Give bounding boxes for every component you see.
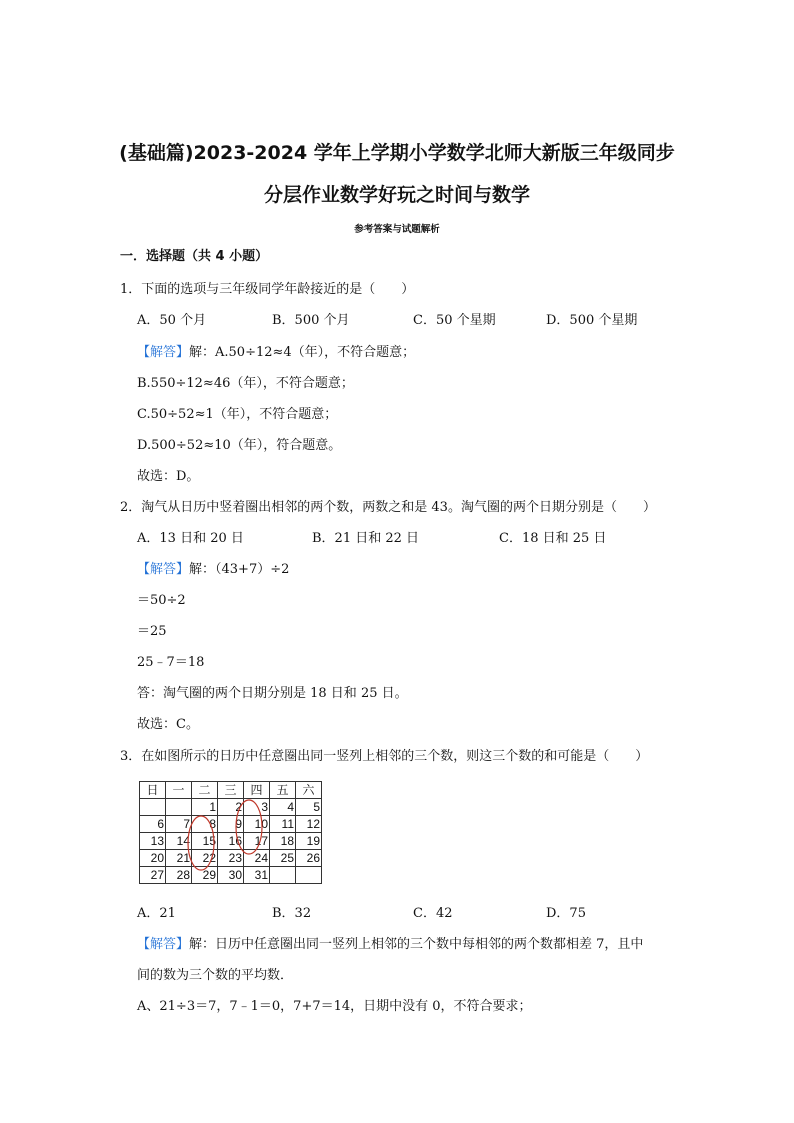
calendar-cell: 22 (192, 850, 218, 867)
calendar-cell: 23 (218, 850, 244, 867)
q3-answer-tag: 【解答】 (137, 937, 190, 952)
calendar-header-cell: 一 (166, 782, 192, 799)
calendar-cell: 27 (140, 867, 166, 884)
document-subtitle: 参考答案与试题解析 (354, 224, 440, 235)
document-title-line-2: 分层作业数学好玩之时间与数学 (263, 184, 530, 206)
calendar-cell (296, 867, 322, 884)
calendar-cell (166, 799, 192, 816)
calendar-cell: 30 (218, 867, 244, 884)
calendar-header-cell: 四 (244, 782, 270, 799)
q3-answer-text: 解：日历中任意圈出同一竖列上相邻的三个数中每相邻的两个数都相差 7，且中 (189, 937, 644, 952)
q3-answer-line-3: A、21÷3＝7，7﹣1＝0，7+7＝14，日期中没有 0，不符合要求； (137, 999, 532, 1014)
q2-answer-line-6: 故选：C。 (137, 717, 199, 732)
calendar-cell: 14 (166, 833, 192, 850)
calendar-cell: 17 (244, 833, 270, 850)
calendar-row (140, 850, 322, 867)
calendar-cell: 29 (192, 867, 218, 884)
calendar-row (140, 867, 322, 884)
q1-stem: 1．下面的选项与三年级同学年龄接近的是（ ） (120, 282, 415, 297)
q3-stem: 3．在如图所示的日历中任意圈出同一竖列上相邻的三个数，则这三个数的和可能是（ ） (120, 749, 649, 764)
q1-option-b: B．500 个月 (272, 313, 350, 328)
q2-answer-text: 解：（43+7）÷2 (189, 562, 290, 577)
calendar-cell: 24 (244, 850, 270, 867)
calendar-cell: 4 (270, 799, 296, 816)
calendar-header-cell: 二 (192, 782, 218, 799)
q3-option-d: D．75 (546, 906, 586, 921)
q3-answer-line-1 (137, 936, 643, 954)
calendar-cell: 25 (270, 850, 296, 867)
calendar-cell: 1 (192, 799, 218, 816)
calendar-cell: 3 (244, 799, 270, 816)
calendar-cell: 16 (218, 833, 244, 850)
document-title-line-1: (基础篇)2023-2024 学年上学期小学数学北师大新版三年级同步 (119, 142, 675, 164)
calendar-cell: 13 (140, 833, 166, 850)
calendar-cell: 11 (270, 816, 296, 833)
calendar-header-cell: 日 (140, 782, 166, 799)
q3-option-c: C．42 (413, 906, 453, 921)
calendar-header-row (140, 782, 322, 799)
calendar-header-cell: 三 (218, 782, 244, 799)
calendar-cell: 7 (166, 816, 192, 833)
calendar-cell: 2 (218, 799, 244, 816)
calendar-cell: 10 (244, 816, 270, 833)
calendar-row (140, 833, 322, 850)
q3-option-a: A．21 (137, 906, 176, 921)
calendar-cell: 28 (166, 867, 192, 884)
q2-answer-tag: 【解答】 (137, 562, 190, 577)
calendar-row (140, 799, 322, 816)
calendar-cell: 15 (192, 833, 218, 850)
q2-answer-line-3: ＝25 (137, 624, 167, 639)
q1-option-a: A．50 个月 (137, 313, 207, 328)
calendar-cell: 26 (296, 850, 322, 867)
q1-answer-line-4: D.500÷52≈10（年），符合题意。 (137, 438, 342, 453)
q2-option-a: A．13 日和 20 日 (137, 531, 244, 546)
calendar-cell: 18 (270, 833, 296, 850)
calendar-cell (140, 799, 166, 816)
calendar-header-cell: 六 (296, 782, 322, 799)
calendar-cell: 5 (296, 799, 322, 816)
q1-answer-line-2: B.550÷12≈46（年），不符合题意； (137, 376, 354, 391)
q2-answer-line-1 (137, 561, 289, 579)
calendar-cell (270, 867, 296, 884)
q2-answer-line-2: ＝50÷2 (137, 593, 186, 608)
calendar-table (139, 781, 322, 884)
q1-answer-line-1 (137, 344, 415, 362)
calendar-row (140, 816, 322, 833)
q3-option-b: B．32 (272, 906, 312, 921)
calendar-cell: 9 (218, 816, 244, 833)
calendar-cell: 6 (140, 816, 166, 833)
calendar-cell: 19 (296, 833, 322, 850)
q1-answer-tag: 【解答】 (137, 345, 190, 360)
q3-answer-line-2: 间的数为三个数的平均数． (137, 968, 294, 983)
q1-answer-text: 解：A.50÷12≈4（年），不符合题意； (189, 345, 416, 360)
q1-option-d: D．500 个星期 (546, 313, 638, 328)
q2-stem: 2．淘气从日历中竖着圈出相邻的两个数，两数之和是 43。淘气圈的两个日期分别是（ ） (120, 500, 656, 515)
calendar-cell: 20 (140, 850, 166, 867)
calendar-header-cell: 五 (270, 782, 296, 799)
q1-answer-line-5: 故选：D。 (137, 469, 200, 484)
q2-answer-line-5: 答：淘气圈的两个日期分别是 18 日和 25 日。 (137, 686, 408, 701)
q1-option-c: C．50 个星期 (413, 313, 496, 328)
calendar-cell: 12 (296, 816, 322, 833)
calendar-cell: 8 (192, 816, 218, 833)
q2-option-b: B．21 日和 22 日 (312, 531, 420, 546)
calendar-cell: 21 (166, 850, 192, 867)
section-heading: 一．选择题（共 4 小题） (120, 249, 269, 264)
q2-option-c: C．18 日和 25 日 (499, 531, 607, 546)
calendar-cell: 31 (244, 867, 270, 884)
q2-answer-line-4: 25﹣7＝18 (137, 655, 205, 670)
q1-answer-line-3: C.50÷52≈1（年），不符合题意； (137, 407, 338, 422)
